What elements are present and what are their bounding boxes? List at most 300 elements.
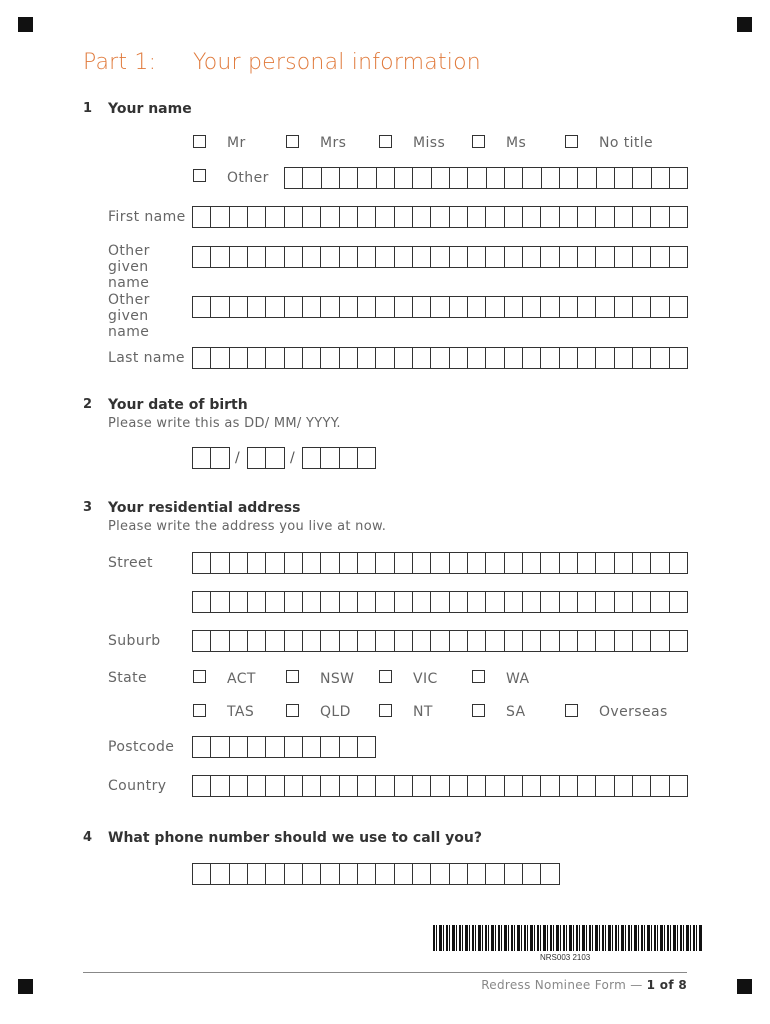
char-box[interactable] <box>395 168 413 188</box>
char-box[interactable] <box>230 297 248 317</box>
char-box[interactable] <box>450 592 468 612</box>
char-box[interactable] <box>395 864 413 884</box>
char-box[interactable] <box>285 737 303 757</box>
char-box[interactable] <box>670 553 688 573</box>
char-box[interactable] <box>193 348 211 368</box>
char-box[interactable] <box>670 207 688 227</box>
char-box[interactable] <box>395 776 413 796</box>
char-box[interactable] <box>596 631 614 651</box>
char-box[interactable] <box>285 553 303 573</box>
char-box[interactable] <box>487 168 505 188</box>
char-box[interactable] <box>376 776 394 796</box>
char-box[interactable] <box>578 168 596 188</box>
char-box[interactable] <box>193 448 211 468</box>
char-box[interactable] <box>285 864 303 884</box>
char-box[interactable] <box>578 592 596 612</box>
char-box[interactable] <box>633 776 651 796</box>
char-box[interactable] <box>578 776 596 796</box>
char-box[interactable] <box>303 592 321 612</box>
char-box[interactable] <box>431 631 449 651</box>
char-box[interactable] <box>670 631 688 651</box>
char-box[interactable] <box>596 553 614 573</box>
char-box[interactable] <box>578 297 596 317</box>
char-box[interactable] <box>670 168 688 188</box>
char-box[interactable] <box>505 348 523 368</box>
char-box[interactable] <box>266 297 284 317</box>
char-box[interactable] <box>377 168 395 188</box>
char-box[interactable] <box>266 631 284 651</box>
char-box[interactable] <box>505 297 523 317</box>
char-box[interactable] <box>395 631 413 651</box>
char-box[interactable] <box>670 348 688 368</box>
char-box[interactable] <box>468 207 486 227</box>
char-box[interactable] <box>358 737 376 757</box>
char-box[interactable] <box>211 448 229 468</box>
char-box[interactable] <box>450 776 468 796</box>
checkbox-mr[interactable] <box>193 135 206 148</box>
char-box[interactable] <box>541 297 559 317</box>
checkbox-nt[interactable] <box>379 704 392 717</box>
char-box[interactable] <box>486 297 504 317</box>
char-box[interactable] <box>413 592 431 612</box>
char-box[interactable] <box>468 553 486 573</box>
char-box[interactable] <box>450 348 468 368</box>
char-box[interactable] <box>523 592 541 612</box>
char-box[interactable] <box>358 168 376 188</box>
checkbox-qld[interactable] <box>286 704 299 717</box>
char-box[interactable] <box>303 448 321 468</box>
char-box[interactable] <box>450 864 468 884</box>
char-box[interactable] <box>376 247 394 267</box>
char-box[interactable] <box>450 247 468 267</box>
char-box[interactable] <box>321 553 339 573</box>
other-given-name-field-2[interactable] <box>192 296 688 318</box>
char-box[interactable] <box>248 737 266 757</box>
char-box[interactable] <box>431 297 449 317</box>
char-box[interactable] <box>560 247 578 267</box>
char-box[interactable] <box>266 737 284 757</box>
dob-month-field[interactable] <box>247 447 285 469</box>
char-box[interactable] <box>651 297 669 317</box>
char-box[interactable] <box>193 776 211 796</box>
char-box[interactable] <box>615 207 633 227</box>
char-box[interactable] <box>597 168 615 188</box>
char-box[interactable] <box>340 737 358 757</box>
char-box[interactable] <box>560 207 578 227</box>
char-box[interactable] <box>505 776 523 796</box>
char-box[interactable] <box>230 631 248 651</box>
char-box[interactable] <box>358 348 376 368</box>
char-box[interactable] <box>615 592 633 612</box>
char-box[interactable] <box>578 553 596 573</box>
char-box[interactable] <box>395 297 413 317</box>
char-box[interactable] <box>193 207 211 227</box>
char-box[interactable] <box>505 864 523 884</box>
char-box[interactable] <box>413 776 431 796</box>
char-box[interactable] <box>486 776 504 796</box>
char-box[interactable] <box>193 553 211 573</box>
char-box[interactable] <box>303 348 321 368</box>
char-box[interactable] <box>596 297 614 317</box>
char-box[interactable] <box>431 348 449 368</box>
char-box[interactable] <box>450 207 468 227</box>
char-box[interactable] <box>193 247 211 267</box>
char-box[interactable] <box>303 207 321 227</box>
char-box[interactable] <box>541 247 559 267</box>
char-box[interactable] <box>211 297 229 317</box>
char-box[interactable] <box>230 247 248 267</box>
char-box[interactable] <box>340 297 358 317</box>
char-box[interactable] <box>321 297 339 317</box>
char-box[interactable] <box>193 864 211 884</box>
char-box[interactable] <box>651 776 669 796</box>
char-box[interactable] <box>431 776 449 796</box>
last-name-field[interactable] <box>192 347 688 369</box>
char-box[interactable] <box>651 247 669 267</box>
char-box[interactable] <box>578 207 596 227</box>
char-box[interactable] <box>211 864 229 884</box>
postcode-field[interactable] <box>192 736 376 758</box>
char-box[interactable] <box>541 348 559 368</box>
country-field[interactable] <box>192 775 688 797</box>
char-box[interactable] <box>413 631 431 651</box>
char-box[interactable] <box>395 592 413 612</box>
char-box[interactable] <box>303 631 321 651</box>
char-box[interactable] <box>541 631 559 651</box>
char-box[interactable] <box>633 207 651 227</box>
dob-year-field[interactable] <box>302 447 376 469</box>
char-box[interactable] <box>486 348 504 368</box>
char-box[interactable] <box>266 592 284 612</box>
char-box[interactable] <box>266 247 284 267</box>
char-box[interactable] <box>285 207 303 227</box>
char-box[interactable] <box>431 247 449 267</box>
char-box[interactable] <box>230 207 248 227</box>
char-box[interactable] <box>376 553 394 573</box>
char-box[interactable] <box>633 553 651 573</box>
street-field-line-2[interactable] <box>192 591 688 613</box>
char-box[interactable] <box>248 864 266 884</box>
char-box[interactable] <box>413 207 431 227</box>
phone-number-field[interactable] <box>192 863 560 885</box>
char-box[interactable] <box>321 631 339 651</box>
char-box[interactable] <box>651 207 669 227</box>
char-box[interactable] <box>633 297 651 317</box>
char-box[interactable] <box>376 348 394 368</box>
char-box[interactable] <box>376 864 394 884</box>
char-box[interactable] <box>615 168 633 188</box>
char-box[interactable] <box>266 776 284 796</box>
char-box[interactable] <box>432 168 450 188</box>
char-box[interactable] <box>596 348 614 368</box>
char-box[interactable] <box>651 592 669 612</box>
checkbox-overseas[interactable] <box>565 704 578 717</box>
char-box[interactable] <box>413 297 431 317</box>
char-box[interactable] <box>486 247 504 267</box>
char-box[interactable] <box>358 207 376 227</box>
char-box[interactable] <box>211 348 229 368</box>
char-box[interactable] <box>523 631 541 651</box>
char-box[interactable] <box>321 247 339 267</box>
char-box[interactable] <box>303 864 321 884</box>
other-title-field[interactable] <box>284 167 688 189</box>
char-box[interactable] <box>615 553 633 573</box>
char-box[interactable] <box>633 631 651 651</box>
char-box[interactable] <box>303 297 321 317</box>
char-box[interactable] <box>248 592 266 612</box>
char-box[interactable] <box>468 776 486 796</box>
char-box[interactable] <box>358 864 376 884</box>
char-box[interactable] <box>248 247 266 267</box>
char-box[interactable] <box>303 553 321 573</box>
char-box[interactable] <box>541 592 559 612</box>
checkbox-nsw[interactable] <box>286 670 299 683</box>
char-box[interactable] <box>596 207 614 227</box>
char-box[interactable] <box>560 348 578 368</box>
char-box[interactable] <box>578 247 596 267</box>
char-box[interactable] <box>395 247 413 267</box>
char-box[interactable] <box>651 348 669 368</box>
char-box[interactable] <box>670 592 688 612</box>
char-box[interactable] <box>211 207 229 227</box>
char-box[interactable] <box>303 168 321 188</box>
char-box[interactable] <box>321 348 339 368</box>
char-box[interactable] <box>505 207 523 227</box>
char-box[interactable] <box>651 553 669 573</box>
char-box[interactable] <box>248 297 266 317</box>
char-box[interactable] <box>560 553 578 573</box>
char-box[interactable] <box>376 631 394 651</box>
char-box[interactable] <box>578 348 596 368</box>
char-box[interactable] <box>431 553 449 573</box>
checkbox-miss[interactable] <box>379 135 392 148</box>
checkbox-vic[interactable] <box>379 670 392 683</box>
char-box[interactable] <box>615 247 633 267</box>
char-box[interactable] <box>248 631 266 651</box>
char-box[interactable] <box>505 631 523 651</box>
char-box[interactable] <box>230 737 248 757</box>
char-box[interactable] <box>376 207 394 227</box>
char-box[interactable] <box>376 297 394 317</box>
char-box[interactable] <box>596 592 614 612</box>
char-box[interactable] <box>266 864 284 884</box>
char-box[interactable] <box>615 631 633 651</box>
char-box[interactable] <box>285 776 303 796</box>
char-box[interactable] <box>340 207 358 227</box>
char-box[interactable] <box>211 247 229 267</box>
checkbox-no-title[interactable] <box>565 135 578 148</box>
char-box[interactable] <box>285 592 303 612</box>
char-box[interactable] <box>358 553 376 573</box>
char-box[interactable] <box>633 247 651 267</box>
char-box[interactable] <box>285 247 303 267</box>
char-box[interactable] <box>523 553 541 573</box>
char-box[interactable] <box>285 168 303 188</box>
char-box[interactable] <box>486 864 504 884</box>
char-box[interactable] <box>285 348 303 368</box>
checkbox-wa[interactable] <box>472 670 485 683</box>
char-box[interactable] <box>395 553 413 573</box>
char-box[interactable] <box>193 297 211 317</box>
street-field-line-1[interactable] <box>192 552 688 574</box>
char-box[interactable] <box>523 168 541 188</box>
char-box[interactable] <box>468 592 486 612</box>
char-box[interactable] <box>266 553 284 573</box>
char-box[interactable] <box>560 631 578 651</box>
checkbox-mrs[interactable] <box>286 135 299 148</box>
char-box[interactable] <box>652 168 670 188</box>
char-box[interactable] <box>358 297 376 317</box>
char-box[interactable] <box>340 348 358 368</box>
char-box[interactable] <box>248 348 266 368</box>
char-box[interactable] <box>505 247 523 267</box>
char-box[interactable] <box>211 737 229 757</box>
char-box[interactable] <box>541 776 559 796</box>
char-box[interactable] <box>248 207 266 227</box>
char-box[interactable] <box>468 631 486 651</box>
char-box[interactable] <box>651 631 669 651</box>
char-box[interactable] <box>211 592 229 612</box>
char-box[interactable] <box>340 448 358 468</box>
char-box[interactable] <box>321 737 339 757</box>
char-box[interactable] <box>560 776 578 796</box>
char-box[interactable] <box>596 247 614 267</box>
char-box[interactable] <box>340 631 358 651</box>
char-box[interactable] <box>285 631 303 651</box>
char-box[interactable] <box>358 448 376 468</box>
char-box[interactable] <box>230 348 248 368</box>
char-box[interactable] <box>633 592 651 612</box>
char-box[interactable] <box>321 448 339 468</box>
char-box[interactable] <box>468 297 486 317</box>
char-box[interactable] <box>211 631 229 651</box>
char-box[interactable] <box>523 776 541 796</box>
char-box[interactable] <box>358 592 376 612</box>
char-box[interactable] <box>230 592 248 612</box>
char-box[interactable] <box>450 168 468 188</box>
char-box[interactable] <box>431 207 449 227</box>
char-box[interactable] <box>633 168 651 188</box>
checkbox-sa[interactable] <box>472 704 485 717</box>
char-box[interactable] <box>670 297 688 317</box>
char-box[interactable] <box>248 448 266 468</box>
char-box[interactable] <box>523 864 541 884</box>
char-box[interactable] <box>541 553 559 573</box>
char-box[interactable] <box>468 247 486 267</box>
char-box[interactable] <box>431 864 449 884</box>
char-box[interactable] <box>486 631 504 651</box>
char-box[interactable] <box>303 247 321 267</box>
char-box[interactable] <box>230 553 248 573</box>
checkbox-other-title[interactable] <box>193 169 206 182</box>
char-box[interactable] <box>340 247 358 267</box>
char-box[interactable] <box>340 776 358 796</box>
char-box[interactable] <box>486 207 504 227</box>
char-box[interactable] <box>596 776 614 796</box>
char-box[interactable] <box>413 553 431 573</box>
other-given-name-field-1[interactable] <box>192 246 688 268</box>
char-box[interactable] <box>395 348 413 368</box>
char-box[interactable] <box>340 168 358 188</box>
char-box[interactable] <box>193 592 211 612</box>
char-box[interactable] <box>303 737 321 757</box>
char-box[interactable] <box>376 592 394 612</box>
char-box[interactable] <box>248 553 266 573</box>
char-box[interactable] <box>193 631 211 651</box>
char-box[interactable] <box>230 864 248 884</box>
char-box[interactable] <box>560 168 578 188</box>
char-box[interactable] <box>505 168 523 188</box>
char-box[interactable] <box>450 631 468 651</box>
char-box[interactable] <box>450 297 468 317</box>
dob-day-field[interactable] <box>192 447 230 469</box>
char-box[interactable] <box>468 348 486 368</box>
char-box[interactable] <box>248 776 266 796</box>
char-box[interactable] <box>340 864 358 884</box>
char-box[interactable] <box>670 247 688 267</box>
char-box[interactable] <box>505 553 523 573</box>
char-box[interactable] <box>468 864 486 884</box>
char-box[interactable] <box>450 553 468 573</box>
char-box[interactable] <box>578 631 596 651</box>
char-box[interactable] <box>340 592 358 612</box>
char-box[interactable] <box>633 348 651 368</box>
char-box[interactable] <box>468 168 486 188</box>
char-box[interactable] <box>541 864 559 884</box>
char-box[interactable] <box>303 776 321 796</box>
char-box[interactable] <box>523 207 541 227</box>
char-box[interactable] <box>413 348 431 368</box>
char-box[interactable] <box>486 592 504 612</box>
char-box[interactable] <box>413 864 431 884</box>
first-name-field[interactable] <box>192 206 688 228</box>
char-box[interactable] <box>413 247 431 267</box>
char-box[interactable] <box>193 737 211 757</box>
char-box[interactable] <box>670 776 688 796</box>
char-box[interactable] <box>615 348 633 368</box>
char-box[interactable] <box>560 592 578 612</box>
char-box[interactable] <box>321 207 339 227</box>
char-box[interactable] <box>340 553 358 573</box>
char-box[interactable] <box>285 297 303 317</box>
char-box[interactable] <box>321 864 339 884</box>
char-box[interactable] <box>358 631 376 651</box>
char-box[interactable] <box>211 776 229 796</box>
char-box[interactable] <box>523 348 541 368</box>
char-box[interactable] <box>322 168 340 188</box>
char-box[interactable] <box>523 247 541 267</box>
char-box[interactable] <box>523 297 541 317</box>
char-box[interactable] <box>395 207 413 227</box>
char-box[interactable] <box>358 776 376 796</box>
char-box[interactable] <box>542 168 560 188</box>
char-box[interactable] <box>413 168 431 188</box>
char-box[interactable] <box>615 297 633 317</box>
suburb-field[interactable] <box>192 630 688 652</box>
char-box[interactable] <box>560 297 578 317</box>
char-box[interactable] <box>266 348 284 368</box>
char-box[interactable] <box>541 207 559 227</box>
char-box[interactable] <box>505 592 523 612</box>
char-box[interactable] <box>615 776 633 796</box>
checkbox-ms[interactable] <box>472 135 485 148</box>
char-box[interactable] <box>358 247 376 267</box>
char-box[interactable] <box>266 448 284 468</box>
checkbox-act[interactable] <box>193 670 206 683</box>
char-box[interactable] <box>230 776 248 796</box>
char-box[interactable] <box>211 553 229 573</box>
char-box[interactable] <box>431 592 449 612</box>
